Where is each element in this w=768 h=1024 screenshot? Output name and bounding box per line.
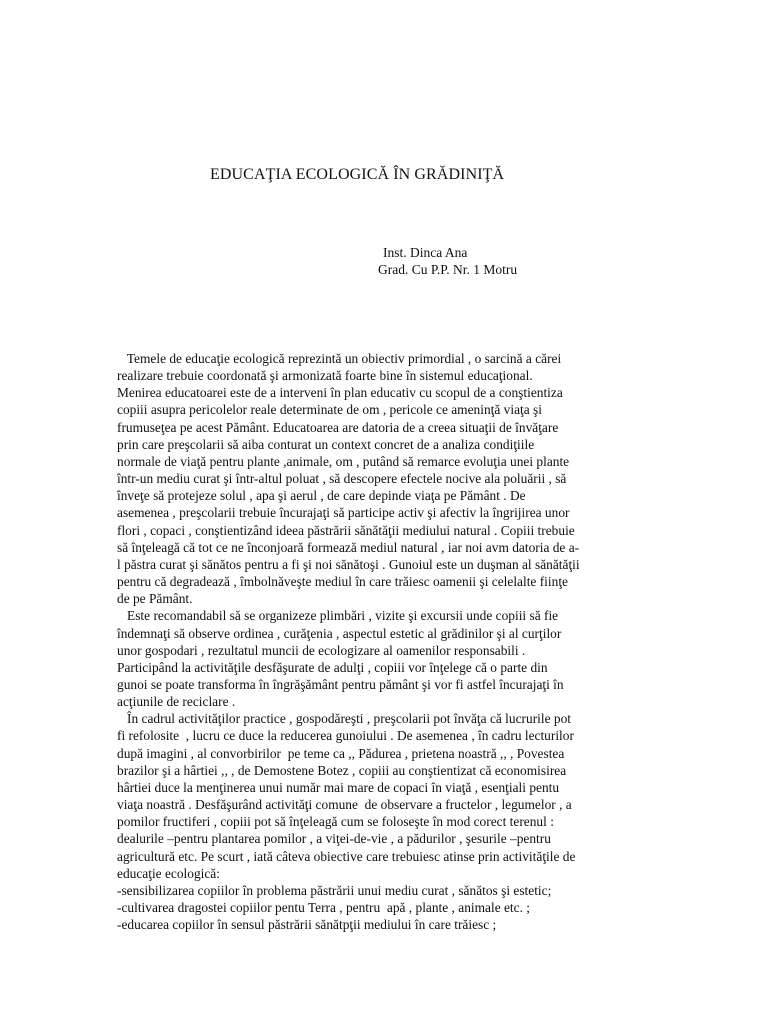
text-line: frumuseţea pe acest Pământ. Educatoarea are datoria de a creea situaţii de învăţare — [117, 419, 559, 435]
text-line: flori , copaci , conştientizând ideea păstrării sănătăţii mediului natural . Copiii trebuie — [117, 522, 575, 538]
text-line: asemenea , preşcolarii trebuie încurajaţi să participe activ şi afectiv la îngrijirea unor — [117, 505, 570, 521]
text-line: înveţe să protejeze solul , apa şi aerul , de care depinde viaţa pe Pământ . De — [117, 488, 526, 504]
text-line: -sensibilizarea copiilor în problema păstrării unui mediu curat , sănătos şi estetic; — [117, 882, 552, 898]
text-line: fi refolosite , lucru ce duce la reducerea gunoiului . De asemenea , în cadru lecturilor — [117, 728, 574, 744]
text-line: îndemnaţi să observe ordinea , curăţenia , aspectul estetic al grădinilor şi al curţilor — [117, 625, 562, 641]
text-line: Este recomandabil să se organizeze plimbări , vizite şi excursii unde copiii să fie — [117, 608, 559, 624]
author-affiliation: Grad. Cu P.P. Nr. 1 Motru — [378, 262, 518, 277]
text-line: după imagini , al convorbirilor pe teme ca ,, Pădurea , prietena noastră ,, , Povestea — [117, 745, 565, 761]
text-line: -cultivarea dragostei copiilor pentu Terra , pentru apă , plante , animale etc. ; — [117, 900, 531, 915]
text-line: unor gospodari , rezultatul muncii de ecologizare al oamenilor responsabili . — [117, 642, 526, 658]
text-line: Participând la activităţile desfăşurate de adulţi , copiii vor înţelege că o parte din — [117, 659, 548, 675]
text-line: În cadrul activităţilor practice , gospodăreşti , preşcolarii pot învăţa că lucrurile pot — [117, 711, 571, 727]
body-text — [117, 350, 657, 933]
text-line: Menirea educatoarei este de a interveni în plan educativ cu scopul de a conştientiza — [117, 385, 563, 401]
author-name: Inst. Dinca Ana — [383, 245, 468, 260]
text-line: gunoi se poate transforma în îngrăşământ pentru pământ şi vor fi astfel încurajaţi în — [117, 676, 564, 692]
author-block — [378, 244, 517, 278]
text-line: agricultură etc. Pe scurt , iată câteva obiective care trebuiesc atinse prin activităţile de — [117, 848, 576, 864]
text-line: copiii asupra pericolelor reale determinate de om , pericole ce ameninţă viaţa şi — [117, 402, 542, 418]
text-line: să înţeleagă că tot ce ne înconjoară formează mediul natural , iar noi avm datoria de a- — [117, 539, 580, 555]
page-title: EDUCAŢIA ECOLOGICĂ ÎN GRĂDINIŢĂ — [210, 166, 505, 183]
text-line: hârtiei duce la menţinerea unui număr mai mare de copaci în viaţă , esenţiali pentu — [117, 779, 560, 795]
text-line: realizare trebuie coordonată şi armonizată foarte bine în sistemul educaţional. — [117, 368, 533, 384]
text-line: pomilor fructiferi , copiii pot să înţeleagă cum se foloseşte în mod corect terenul : — [117, 814, 554, 830]
text-line: educaţie ecologică: — [117, 865, 220, 881]
text-line: viaţa noastră . Desfăşurând activităţi comune de observare a fructelor , legumelor , a — [117, 797, 572, 813]
text-line: pentru că degradează , îmbolnăveşte mediul în care trăiesc oamenii şi celelalte fiinţe — [117, 574, 568, 590]
text-line: prin care preşcolarii să aiba conturat un context concret de a analiza condiţiile — [117, 436, 535, 452]
text-line: dealurile –pentru plantarea pomilor , a viţei-de-vie , a pădurilor , şesurile –pentru — [117, 831, 551, 847]
text-line: brazilor şi a hârtiei ,, , de Demostene Botez , copiii au conştientizat că economisirea — [117, 762, 567, 778]
text-line: de pe Pământ. — [117, 591, 193, 607]
text-line: -educarea copiilor în sensul păstrării sănătpţii mediului în care trăiesc ; — [117, 917, 497, 933]
text-line: acţiunile de reciclare . — [117, 694, 236, 710]
text-line: Temele de educaţie ecologică reprezintă un obiectiv primordial , o sarcină a cărei — [117, 351, 562, 366]
text-line: într-un mediu curat şi într-altul poluat , să descopere efectele nocive ala poluării , să — [117, 471, 567, 487]
text-line: l păstra curat şi sănătos pentru a fi şi noi sănătoşi . Gunoiul este un duşman al sănătăţii — [117, 556, 580, 572]
text-line: normale de viaţă pentru plante ,animale, om , putând să remarce evoluţia unei plante — [117, 453, 570, 469]
